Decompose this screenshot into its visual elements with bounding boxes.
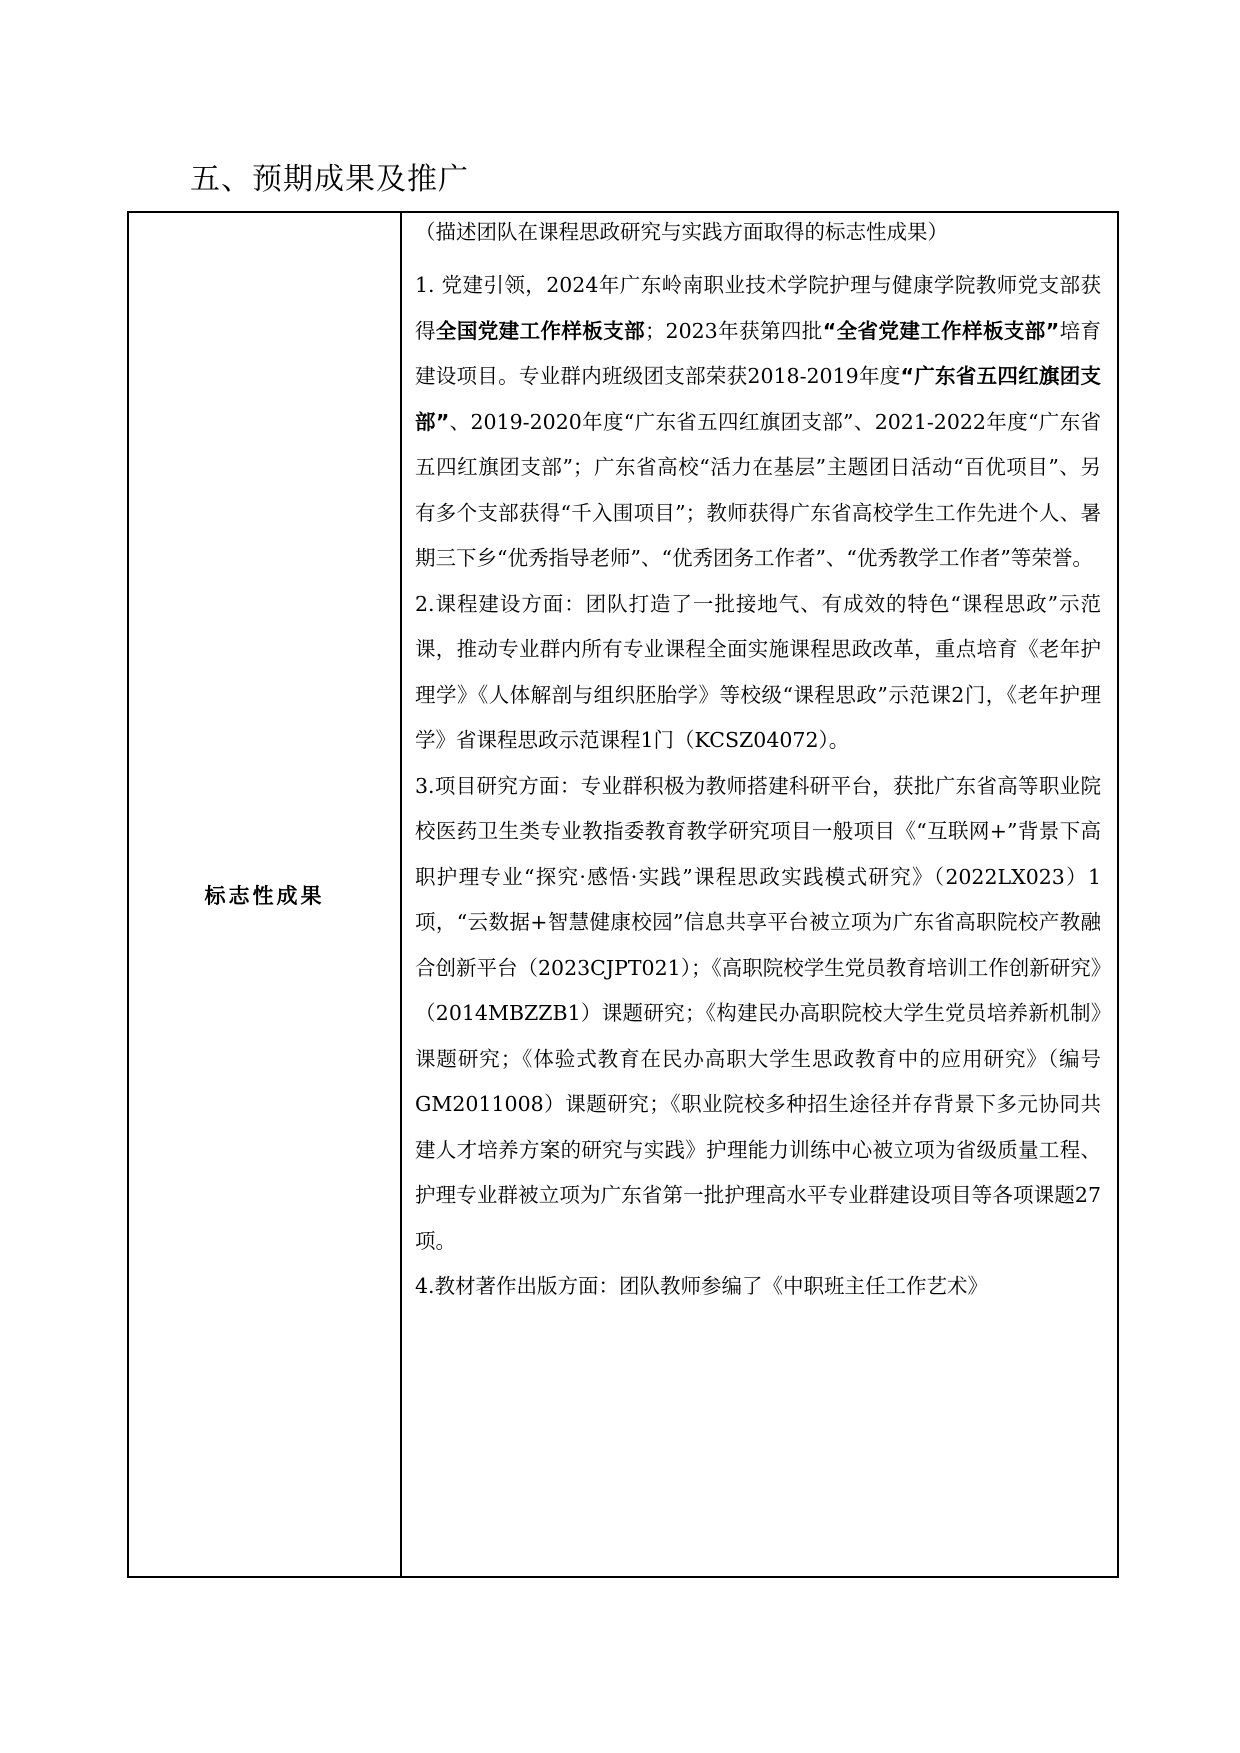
item1-text-g: 、2019-2020年度“广东省五四红旗团支部”、2021-2022年度“广东省五四红旗团支部”；广东省高校“活力在基层”主题团日活动“百优项目”、另有多个支部获得“千入围项目”；教师获得广东省高校学生工作先进个人、暑期三下乡“优秀指导老师”、“优秀团务工作者”、“优秀教学工作者”等荣誉。 — [415, 409, 1101, 570]
item1-text-c: ；2023年获第四批 — [645, 318, 823, 343]
item1-highlight-national: 全国党建工作样板支部 — [435, 318, 646, 343]
hint-text: （描述团队在课程思政研究与实践方面取得的标志性成果） — [415, 220, 948, 244]
achievement-course-building: 2.课程建设方面：团队打造了一批接地气、有成效的特色“课程思政”示范课，推动专业群内所有专业课程全面实施课程思政改革，重点培育《老年护理学》《人体解剖与组织胚胎学》等校级“课程思政”示范课2门，《老年护理学》省课程思政示范课程1门（KCSZ04072）。 — [415, 591, 1101, 752]
item1-highlight-provincial: “全省党建工作样板支部” — [822, 318, 1060, 343]
achievement-party-building — [415, 263, 1101, 582]
label-cell — [129, 213, 402, 1576]
section-title: 五、预期成果及推广 — [190, 162, 469, 197]
results-table — [127, 211, 1119, 1578]
content-cell — [402, 213, 1117, 1576]
achievement-research: 3.项目研究方面：专业群积极为教师搭建科研平台，获批广东省高等职业院校医药卫生类专业教指委教育教学研究项目一般项目《“互联网+”背景下高职护理专业“探究·感悟·实践”课程思政实践模式研究》（2022LX023）1项，“云数据+智慧健康校园”信息共享平台被立项为广东省高职院校产教融合创新平台（2023CJPT021）；《高职院校学生党员教育培训工作创新研究》（2014MBZZB1）课题研究；《构建民办高职院校大学生党员培养新机制》课题研究；《体验式教育在民办高职大学生思政教育中的应用研究》（编号GM2011008）课题研究；《职业院校多种招生途径并存背景下多元协同共建人才培养方案的研究与实践》护理能力训练中心被立项为省级质量工程、护理专业群被立项为广东省第一批护理高水平专业群建设项目等各项课题27项。 — [415, 773, 1101, 1253]
item1-highlight-youth: “广东省五四红旗团支部” — [415, 364, 1101, 434]
item1-text-e: 培育建设项目。专业群内班级团支部荣获2018-2019年度 — [415, 318, 1102, 388]
achievement-textbooks: 4.教材著作出版方面：团队教师参编了《中职班主任工作艺术》 — [415, 1274, 989, 1298]
item1-text-a: 1. 党建引领，2024年广东岭南职业技术学院护理与健康学院教师党支部获得 — [415, 273, 1101, 343]
row-label: 标志性成果 — [204, 883, 325, 908]
